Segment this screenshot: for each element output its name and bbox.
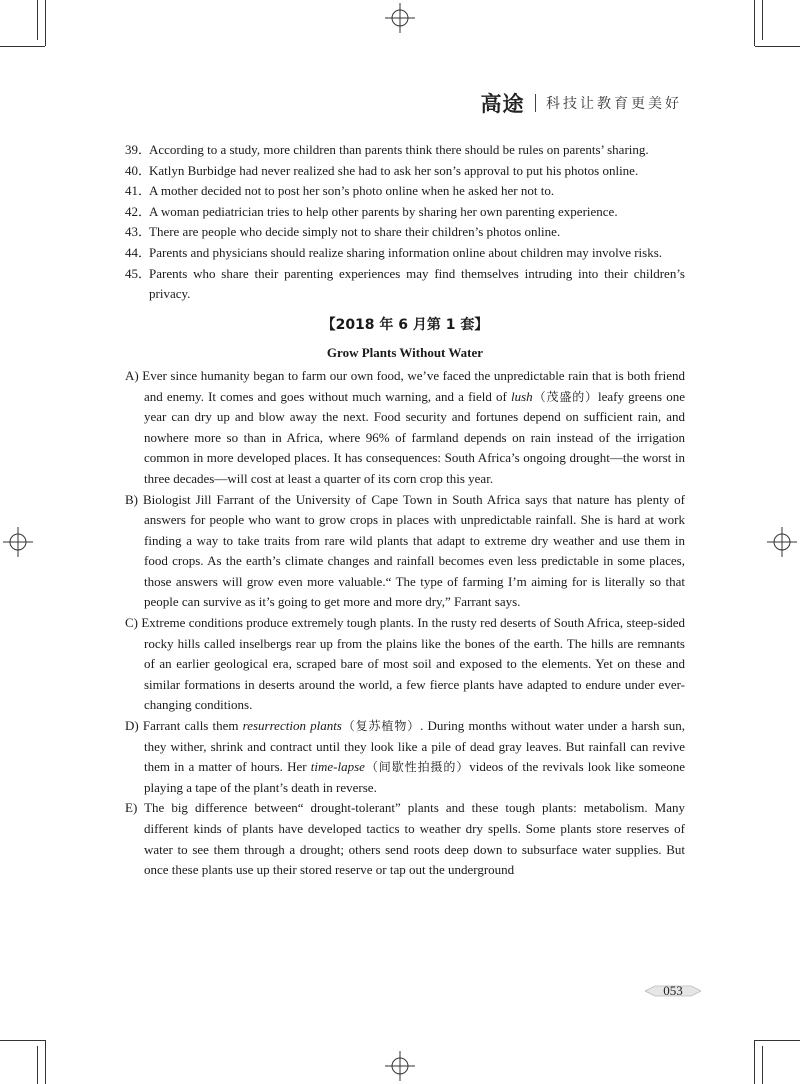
- vocab-term: resurrection plants: [242, 718, 342, 734]
- exam-set-title: 【2018 年 6 月第 1 套】: [321, 316, 489, 333]
- question-item: [125, 243, 685, 264]
- article-paragraph-d: [125, 716, 685, 798]
- question-number: 42．: [125, 203, 152, 219]
- article-paragraph-c: [125, 613, 685, 716]
- paragraph-text: Biologist Jill Farrant of the University of Cape Town in South Africa says that nature has plenty of answers for people who want to grow crops in places with unpredictable rainfall. She is hard at work finding a way to take traits from rare wild plants that adapt to extreme dry weather and use them in food crops. As the earth’s climate changes and rainfall becomes even less predictable in some places, those answers will grow even more valuable.“ The type of farming I’m aiming for is literally so that people can survive as it’s going to get more and more dry,” Farrant says.: [142, 491, 685, 610]
- question-item: [125, 264, 685, 305]
- crop-mark-bottom-left-h: [0, 1040, 45, 1041]
- crop-mark-bottom-right-h: [755, 1040, 800, 1041]
- question-number: 44．: [125, 244, 152, 260]
- vocab-term: lush: [511, 388, 533, 404]
- page-content: [125, 140, 685, 881]
- question-text: Parents and physicians should realize sharing information online about children may involve risks.: [149, 244, 663, 260]
- paragraph-text: videos of the revivals look like someone playing a tape of the plant’s death in reverse.: [144, 759, 685, 795]
- question-number: 39．: [125, 142, 152, 157]
- brand-divider: [535, 94, 537, 112]
- question-text: Parents who share their parenting experiences may find themselves intruding into their children’s privacy.: [149, 265, 685, 302]
- crop-mark-top-right-h: [755, 46, 800, 47]
- vocab-gloss: （间歇性拍摄的）: [364, 760, 470, 775]
- paragraph-text: Extreme conditions produce extremely tough plants. In the rusty red deserts of South Africa, steep-sided rocky hills called inselbergs rear up from the plains like the bones of the earth. The hills are remnants of an earlier geological era, scraped bare of most soil and exposed to the elements. Yet on these and similar formations in deserts around the world, a few fierce plants have adapted to endure under ever-changing conditions.: [141, 615, 686, 713]
- question-text: According to a study, more children than parents think there should be rules on parents’ sharing.: [149, 142, 649, 157]
- paragraph-text: The big difference between“ drought-tolerant” plants and these tough plants: metabolism. Many different kinds of plants have developed tactics to weather dry spells. Some plants store reserves of water to see them through a drought; others send roots deep down to subsurface water supplies. But once these plants use up their stored reserve or tap out the underground: [144, 800, 686, 878]
- article-paragraph-b: [125, 490, 685, 614]
- question-text: A woman pediatrician tries to help other parents by sharing her own parenting experience.: [149, 203, 618, 219]
- paragraph-text: Farrant calls them: [142, 718, 243, 734]
- question-item: [125, 161, 685, 182]
- paragraph-letter: B): [125, 491, 138, 507]
- crop-mark-bottom-left-v: [45, 1040, 46, 1084]
- registration-mark-top-icon: [385, 3, 415, 33]
- vocab-gloss: （复苏植物）: [341, 719, 421, 734]
- question-number: 40．: [125, 162, 152, 178]
- question-number: 41．: [125, 183, 152, 199]
- paragraph-letter: C): [125, 615, 138, 631]
- brand-name: 高途: [480, 92, 525, 116]
- question-number: 45．: [125, 265, 152, 281]
- question-item: [125, 181, 685, 202]
- paragraph-text: leafy greens one year can dry up and blow away the next. Food security and fortunes depend on sufficient rain, and nowhere more so than in Africa, where 96% of farmland depends on rain instead of the irrigation common in more developed places. It has consequences: South Africa’s ongoing drought—the worst in three decades—will cost at least a quarter of its corn crop this year.: [144, 388, 685, 486]
- question-text: Katlyn Burbidge had never realized she had to ask her son’s approval to put his photos online.: [149, 162, 639, 178]
- vocab-term: time-lapse: [310, 759, 365, 775]
- crop-mark-top-left-h: [0, 46, 45, 47]
- registration-mark-bottom-icon: [385, 1051, 415, 1081]
- vocab-gloss: （茂盛的）: [532, 389, 599, 404]
- paragraph-letter: E): [125, 800, 138, 816]
- crop-mark-bottom-right-v2: [762, 1046, 763, 1084]
- paragraph-text: . During months without water under a harsh sun, they wither, shrink and contract until they look like a pile of dead gray leaves. But rainfall can revive them in a matter of hours. Her: [144, 718, 685, 775]
- crop-mark-top-right-v2: [762, 0, 763, 40]
- question-text: A mother decided not to post her son’s photo online when he asked her not to.: [149, 183, 555, 199]
- registration-mark-right-icon: [767, 527, 797, 557]
- question-item: [125, 222, 685, 243]
- article-title: Grow Plants Without Water: [326, 345, 484, 361]
- question-number: 43．: [125, 224, 152, 240]
- crop-mark-top-left-v: [45, 0, 46, 46]
- page-number-text: 053: [663, 983, 683, 998]
- page-number: [645, 980, 701, 1002]
- question-item: [125, 140, 685, 161]
- question-list: [125, 140, 685, 305]
- crop-mark-bottom-left-v2: [37, 1046, 38, 1084]
- question-item: [125, 202, 685, 223]
- paragraph-letter: A): [125, 367, 139, 383]
- crop-mark-bottom-right-v: [754, 1040, 755, 1084]
- crop-mark-top-left-v2: [37, 0, 38, 40]
- brand-slogan: 科技让教育更美好: [546, 96, 682, 112]
- header-brand: [481, 88, 683, 118]
- question-text: There are people who decide simply not to share their children’s photos online.: [149, 224, 561, 240]
- article-paragraph-e: [125, 798, 685, 880]
- paragraph-letter: D): [125, 718, 139, 734]
- registration-mark-left-icon: [3, 527, 33, 557]
- paragraph-text: Ever since humanity began to farm our own food, we’ve faced the unpredictable rain that is both friend and enemy. It comes and goes without much warning, and a field of: [142, 367, 685, 404]
- crop-mark-top-right-v: [754, 0, 755, 46]
- article-paragraph-a: [125, 366, 685, 490]
